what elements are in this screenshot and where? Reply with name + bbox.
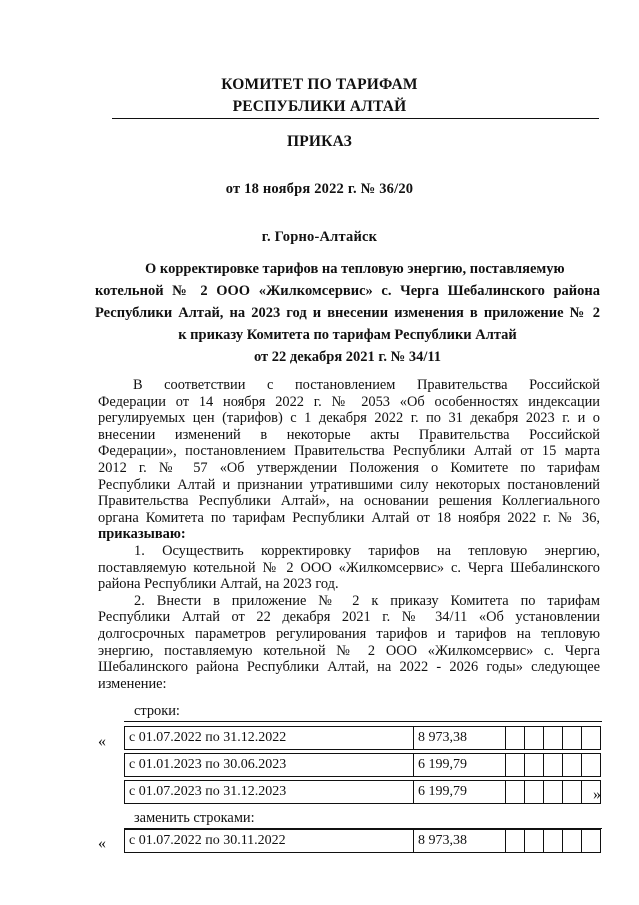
open-quote-new: « bbox=[98, 835, 106, 852]
replace-label-text: заменить строками: bbox=[134, 810, 255, 826]
empty-cell bbox=[524, 780, 544, 804]
rows-label bbox=[124, 704, 602, 722]
body-line: органа Комитета по тарифам Республики Алтай от 18 ноября 2022 г. № 36, bbox=[98, 509, 600, 526]
body-line: Республики Алтай от 22 декабря 2021 г. № 34/11 «Об установлении bbox=[98, 609, 600, 626]
replace-label bbox=[124, 811, 602, 829]
orders-word: приказываю: bbox=[98, 526, 186, 543]
empty-cell bbox=[524, 753, 544, 777]
empty-cell bbox=[581, 753, 601, 777]
org-name-line1: КОМИТЕТ ПО ТАРИФАМ bbox=[221, 76, 418, 93]
value-cell: 6 199,79 bbox=[413, 780, 506, 804]
city: г. Горно-Алтайск bbox=[261, 229, 378, 245]
body-line: 2. Внести в приложение № 2 к приказу Комитета по тарифам bbox=[134, 592, 600, 609]
empty-cell bbox=[524, 829, 544, 853]
header-rule bbox=[112, 118, 599, 119]
empty-cell bbox=[581, 829, 601, 853]
empty-cell bbox=[562, 753, 582, 777]
empty-cell bbox=[562, 780, 582, 804]
title-line: Республики Алтай, на 2023 год и внесении изменения в приложение № 2 bbox=[95, 305, 600, 321]
body-line: регулируемых цен (тарифов) с 1 декабря 2022 г. по 31 декабря 2023 г. и о bbox=[98, 410, 600, 427]
body-line: изменение: bbox=[98, 675, 167, 692]
body-line: 1. Осуществить корректировку тарифов на тепловую энергию, bbox=[134, 542, 600, 559]
rows-label-text: строки: bbox=[134, 703, 180, 719]
empty-cell bbox=[543, 829, 563, 853]
body-line: Федерации», постановлением Правительства Республики Алтай от 15 марта bbox=[98, 443, 600, 460]
title-line: от 22 декабря 2021 г. № 34/11 bbox=[253, 349, 442, 365]
empty-cell bbox=[562, 829, 582, 853]
empty-cell bbox=[581, 726, 601, 750]
title-line: котельной № 2 ООО «Жилкомсервис» с. Черга Шебалинского района bbox=[95, 283, 600, 299]
period-cell: с 01.01.2023 по 30.06.2023 bbox=[124, 753, 414, 777]
value-cell: 8 973,38 bbox=[413, 726, 506, 750]
body-line: энергию, поставляемую котельной № 2 ООО «Жилкомсервис» с. Черга bbox=[98, 642, 600, 659]
body-line: района Республики Алтай, на 2023 год. bbox=[98, 576, 339, 593]
body-line: 2012 г. № 57 «Об утверждении Положения о Комитете по тарифам bbox=[98, 459, 600, 476]
title-line: к приказу Комитета по тарифам Республики Алтай bbox=[178, 327, 517, 343]
empty-cell bbox=[505, 829, 525, 853]
open-quote: « bbox=[98, 733, 106, 750]
empty-cell bbox=[524, 726, 544, 750]
title-line: О корректировке тарифов на тепловую энергию, поставляемую bbox=[145, 261, 565, 277]
close-quote: » bbox=[593, 786, 601, 803]
body-line: В соответствии с постановлением Правительства Российской bbox=[133, 377, 600, 393]
empty-cell bbox=[505, 753, 525, 777]
body-line: долгосрочных параметров регулирования тарифов и тарифов на тепловую bbox=[98, 625, 600, 642]
empty-cell bbox=[543, 780, 563, 804]
empty-cell bbox=[543, 753, 563, 777]
document-title bbox=[95, 258, 600, 368]
body-line: Шебалинского района Республики Алтай, на 2022 - 2026 годы» следующее bbox=[98, 659, 600, 676]
body-line: Федерации от 14 ноября 2022 г. № 2053 «Об особенностях индексации bbox=[98, 393, 600, 410]
period-cell: с 01.07.2022 по 31.12.2022 bbox=[124, 726, 414, 750]
document-body bbox=[98, 377, 600, 692]
period-cell: с 01.07.2023 по 31.12.2023 bbox=[124, 780, 414, 804]
body-line: Республики Алтай и признании утратившими силу некоторых постановлений bbox=[98, 476, 600, 493]
org-name-line2: РЕСПУБЛИКИ АЛТАЙ bbox=[232, 98, 407, 115]
empty-cell bbox=[505, 726, 525, 750]
period-cell: с 01.07.2022 по 30.11.2022 bbox=[124, 829, 414, 853]
body-line: поставляемую котельной № 2 ООО «Жилкомсервис» с. Черга Шебалинского bbox=[98, 559, 600, 576]
body-line: внесении изменений в некоторые акты Правительства Российской bbox=[98, 426, 600, 443]
value-cell: 8 973,38 bbox=[413, 829, 506, 853]
doc-date-number: от 18 ноября 2022 г. № 36/20 bbox=[225, 181, 414, 197]
doc-type: ПРИКАЗ bbox=[286, 133, 352, 150]
empty-cell bbox=[543, 726, 563, 750]
body-line: Правительства Республики Алтай», на основании решения Коллегиального bbox=[98, 493, 600, 510]
empty-cell bbox=[505, 780, 525, 804]
empty-cell bbox=[562, 726, 582, 750]
value-cell: 6 199,79 bbox=[413, 753, 506, 777]
